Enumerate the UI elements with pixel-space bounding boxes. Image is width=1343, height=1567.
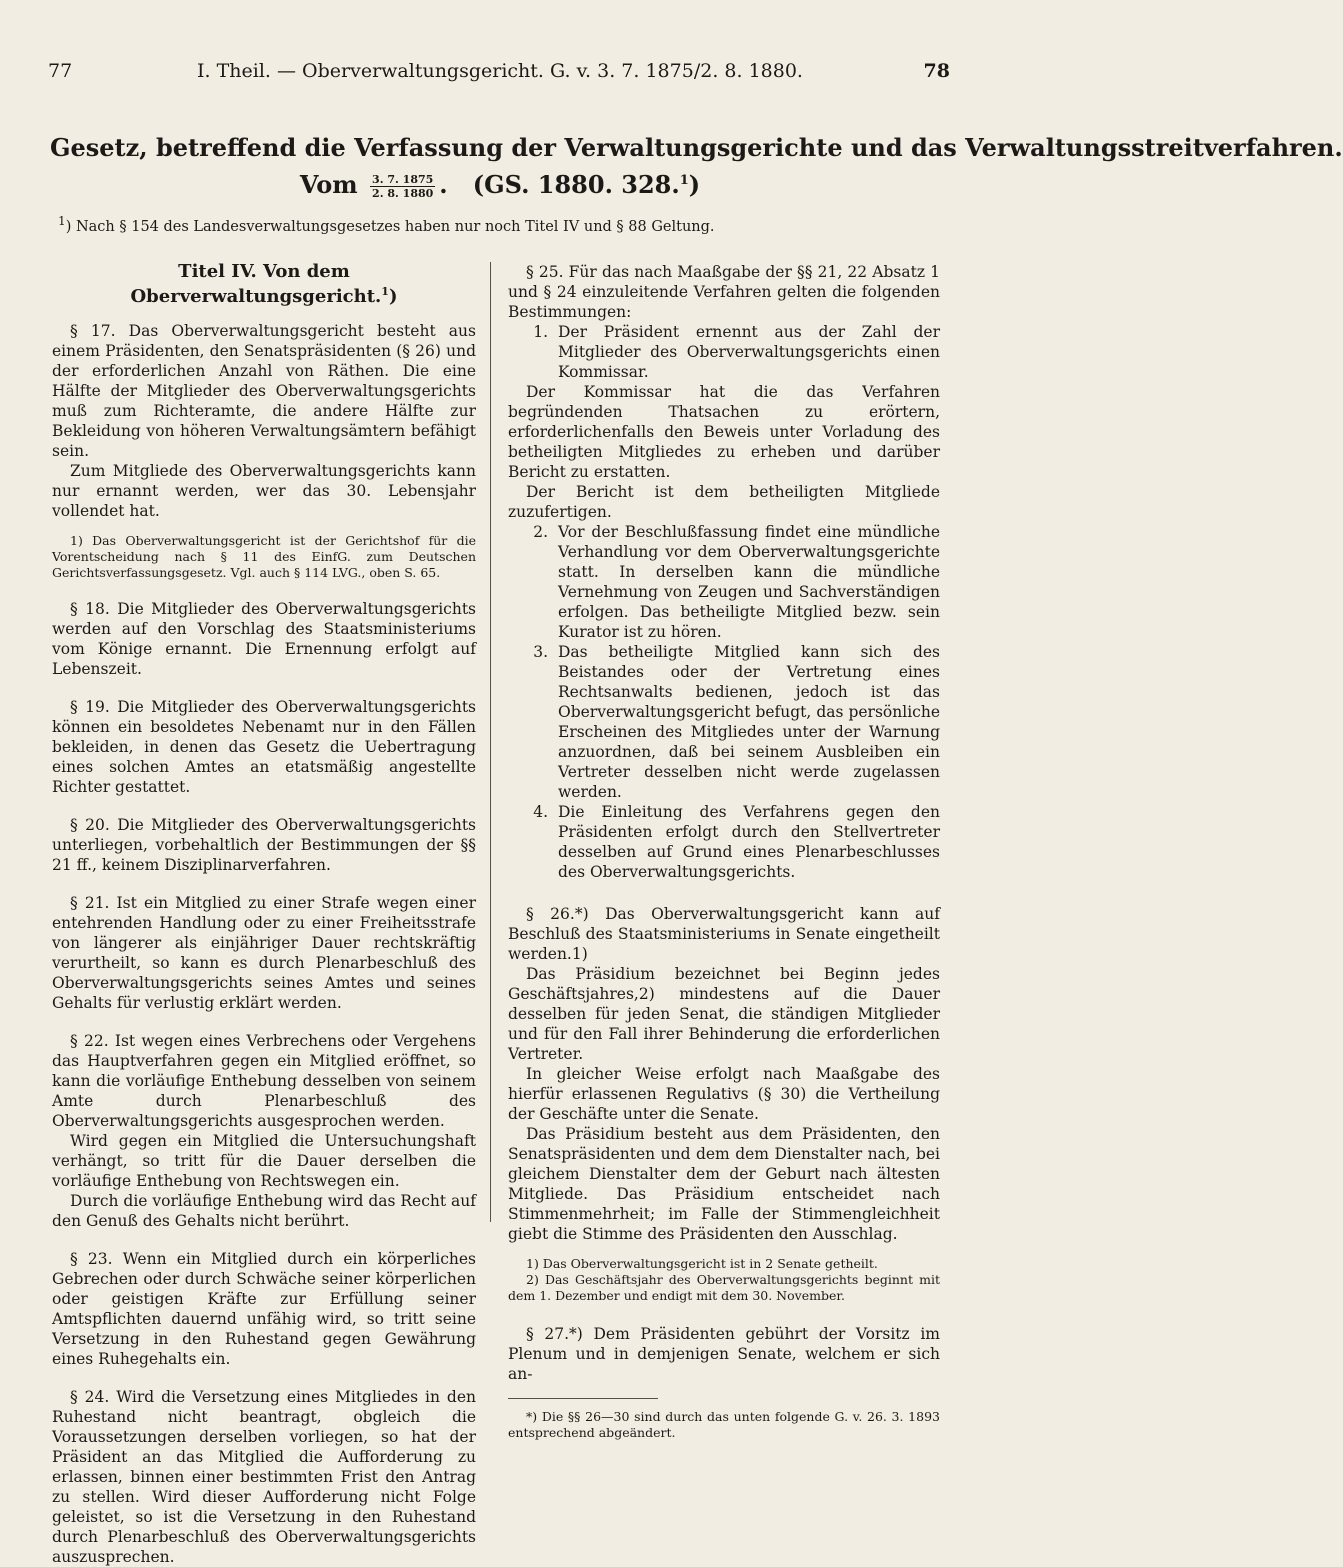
law-title: Gesetz, betreffend die Verfassung der Verwaltungsgerichte und das Verwaltungsstreitverfahren. [50,133,1343,162]
footnote-star [508,1409,940,1441]
paragraph-22-cont-1: Wird gegen ein Mitglied die Untersuchungshaft verhängt, so tritt für die Dauer derselben die vorläufige Enthebung von Rechtswegen ein. [52,1132,476,1190]
vom-label: Vom [299,170,358,199]
paragraph-27: § 27.*) Dem Präsidenten gebührt der Vorsitz im Plenum und in demjenigen Senate, welchem er sich an- [508,1325,940,1383]
source-close: ) [688,170,701,199]
paragraph-26-cont-1: Das Präsidium bezeichnet bei Beginn jedes Geschäftsjahres,2) mindestens auf die Dauer desselben für jeden Senat, die ständigen Mitglieder und für den Fall ihrer Behinderung die erforderlichen Vertreter. [508,965,940,1063]
section-heading [52,262,476,307]
paragraph-22: § 22. Ist wegen eines Verbrechens oder Vergehens das Hauptverfahren gegen ein Mitglied eröffnet, so kann die vorläufige Enthebung desselben von seinem Amte durch Plenarbeschluß des Oberverwaltungsgerichts ausgesprochen werden. [52,1032,476,1130]
paragraph-25: § 25. Für das nach Maaßgabe der §§ 21, 22 Absatz 1 und § 24 einzuleitende Verfahren gelten die folgenden Bestimmungen: [508,263,940,321]
law-subtitle [50,170,950,200]
paragraph-19: § 19. Die Mitglieder des Oberverwaltungsgerichts können ein besoldetes Nebenamt nur in den Fällen bekleiden, in denen das Gesetz die Uebertragung eines solchen Amtes an etatsmäßig angestellte Richter gestattet. [52,698,476,796]
list-item-text: Der Präsident ernennt aus der Zahl der Mitglieder des Oberverwaltungsgerichts einen Kommissar. [558,323,940,381]
right-column [508,262,940,1441]
paragraph-26-cont-2: In gleicher Weise erfolgt nach Maaßgabe des hierfür erlassenen Regulativs (§ 30) die Vertheilung der Geschäfte unter die Senate. [508,1065,940,1123]
right-page-number: 78 [923,60,950,82]
date-fraction [370,173,435,200]
source-reference: (GS. 1880. 328. [472,170,680,199]
list-item [508,802,940,882]
column-divider [490,262,491,1222]
paragraph-17-cont: Zum Mitgliede des Oberverwaltungsgerichts kann nur ernannt werden, wer das 30. Lebensjahr vollendet hat. [52,462,476,520]
footnote-26-2: 2) Das Geschäftsjahr des Oberverwaltungsgerichts beginnt mit dem 1. Dezember und endigt mit dem 30. November. [508,1272,940,1303]
paragraph-24: § 24. Wird die Versetzung eines Mitgliedes in den Ruhestand nicht beantragt, obgleich die Voraussetzungen derselben vorliegen, so hat der Präsident an das Mitglied die Aufforderung zu erlassen, binnen einer bestimmten Frist den Antrag zu stellen. Wird dieser Aufforderung nicht Folge geleistet, so ist die Versetzung in den Ruhestand durch Plenarbeschluß des Oberverwaltungsgerichts auszusprechen. [52,1388,476,1566]
date-top: 3. 7. 1875 [372,173,434,186]
paragraph-26: § 26.*) Das Oberverwaltungsgericht kann auf Beschluß des Staatsministeriums in Senate eingetheilt werden.1) [508,905,940,963]
footnotes-26 [508,1256,940,1304]
list-item-text: Der Bericht ist dem betheiligten Mitgliede zuzufertigen. [508,483,940,521]
list-item [508,642,940,802]
list-item-text: Die Einleitung des Verfahrens gegen den Präsidenten erfolgt durch den Stellvertreter desselben auf Grund eines Plenarbeschlusses des Oberverwaltungsgerichts. [558,803,940,881]
list-item-number: 3. [533,643,548,661]
left-column [52,262,476,1567]
footnote-rule [508,1398,658,1399]
section-heading-close: ) [388,286,398,307]
paragraph-23: § 23. Wenn ein Mitglied durch ein körperliches Gebrechen oder durch Schwäche seiner körperlichen oder geistigen Kräfte zur Erfüllung seiner Amtspflichten dauernd unfähig wird, so tritt seine Versetzung in den Ruhestand gegen Gewährung eines Ruhegehalts ein. [52,1250,476,1368]
paragraph-22-cont-2: Durch die vorläufige Enthebung wird das Recht auf den Genuß des Gehalts nicht berührt. [52,1192,476,1230]
footnote-17 [52,533,476,581]
paragraph-20: § 20. Die Mitglieder des Oberverwaltungsgerichts unterliegen, vorbehaltlich der Bestimmungen der §§ 21 ff., keinem Disziplinarverfahren. [52,816,476,874]
list-item-text: Vor der Beschlußfassung findet eine mündliche Verhandlung vor dem Oberverwaltungsgerichte statt. In derselben kann die mündliche Vernehmung von Zeugen und Sachverständigen erfolgen. Das betheiligte Mitglied bezw. sein Kurator ist zu hören. [558,523,940,641]
paragraph-26-cont-3: Das Präsidium besteht aus dem Präsidenten, den Senatspräsidenten und dem dem Dienstalter nach, bei gleichem Dienstalter dem der Geburt nach ältesten Mitgliede. Das Präsidium entscheidet nach Stimmenmehrheit; im Falle der Stimmengleichheit giebt die Stimme des Präsidenten den Ausschlag. [508,1125,940,1243]
running-header: I. Theil. — Oberverwaltungsgericht. G. v. 3. 7. 1875/2. 8. 1880. [197,60,803,82]
title-footnote-mark: 1 [58,214,66,228]
paragraph-18: § 18. Die Mitglieder des Oberverwaltungsgerichts werden auf den Vorschlag des Staatsministeriums vom Könige ernannt. Die Ernennung erfolgt auf Lebenszeit. [52,600,476,678]
list-item-number: 4. [533,803,548,821]
paragraph-21: § 21. Ist ein Mitglied zu einer Strafe wegen einer entehrenden Handlung oder zu einer Freiheitsstrafe von längerer als einjähriger Dauer rechtskräftig verurtheilt, so kann es durch Plenarbeschluß des Oberverwaltungsgerichts seines Amtes und seines Gehalts für verlustig erklärt werden. [52,894,476,1012]
list-item [508,322,940,382]
list-item-text: Der Kommissar hat die das Verfahren begründenden Thatsachen zu erörtern, erforderlichenfalls den Beweis unter Vorladung des betheiligten Mitgliedes zu erheben und darüber Bericht zu erstatten. [508,383,940,481]
list-item-number: 1. [533,323,548,341]
title-footnote-text: ) Nach § 154 des Landesverwaltungsgesetzes haben nur noch Titel IV und § 88 Geltung. [65,218,715,235]
list-item-number: 2. [533,523,548,541]
list-item-text: Das betheiligte Mitglied kann sich des Beistandes oder der Vertretung eines Rechtsanwalts bedienen, jedoch ist das Oberverwaltungsgericht befugt, das persönliche Erscheinen des Mitgliedes unter der Warnung anzuordnen, daß bei seinem Ausbleiben ein Vertreter desselben nicht werde zugelassen werden. [558,643,940,801]
source-footnote-mark: 1 [679,173,689,188]
section-heading-text: Titel IV. Von dem Oberverwaltungsgericht. [130,261,382,307]
footnote-star-text: *) Die §§ 26—30 sind durch das unten folgende G. v. 26. 3. 1893 entsprechend abgeändert. [508,1409,940,1440]
footnote-17-text: 1) Das Oberverwaltungsgericht ist der Gerichtshof für die Vorentscheidung nach § 11 des EinfG. zum Deutschen Gerichtsverfassungsgesetz. Vgl. auch § 114 LVG., oben S. 65. [52,533,476,580]
section-heading-footnote-mark: 1 [381,285,389,298]
title-footnote [58,214,715,235]
left-page-number: 77 [48,60,73,82]
paragraph-17: § 17. Das Oberverwaltungsgericht besteht aus einem Präsidenten, den Senatspräsidenten (§ 26) und der erforderlichen Anzahl von Räthen. Die eine Hälfte der Mitglieder des Oberverwaltungsgerichts muß zum Richteramte, die andere Hälfte zur Bekleidung von höheren Verwaltungsämtern befähigt sein. [52,322,476,460]
footnote-26-1: 1) Das Oberverwaltungsgericht ist in 2 Senate getheilt. [526,1256,878,1271]
date-bottom: 2. 8. 1880 [372,187,434,200]
list-item [508,522,940,642]
date-dot: . [439,170,448,199]
